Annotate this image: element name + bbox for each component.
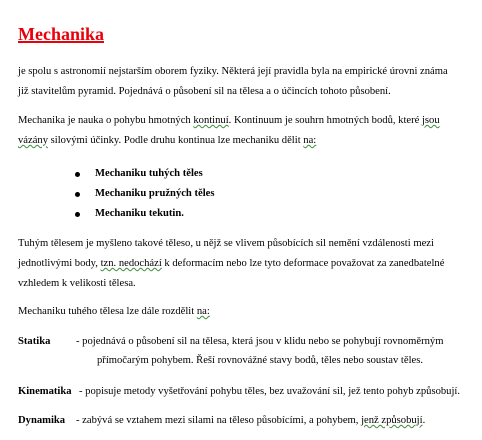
mechanics-types-list bbox=[95, 164, 214, 224]
intro-line-2: již stavitelům pyramid. Pojednává o působení sil na tělesa a o účincích tohoto působení. bbox=[18, 86, 391, 97]
definition-line-2 bbox=[18, 131, 440, 151]
rigid-body-paragraph bbox=[18, 234, 444, 294]
list-item: Mechaniku tuhých těles bbox=[95, 164, 214, 184]
rigid-line-1: Tuhým tělesem je myšleno takové těleso, u nějž se vlivem působících sil nemění vzdálenosti mezi bbox=[18, 238, 434, 249]
text-run: . Kontinuum je souhrn hmotných bodů, které bbox=[228, 115, 422, 126]
rigid-line-3: vzhledem k velikosti tělesa. bbox=[18, 278, 136, 289]
spellcheck-word: jenž způsobují bbox=[361, 415, 423, 426]
definition-paragraph bbox=[18, 111, 440, 151]
text-run: Mechaniku tuhého tělesa lze dále rozdělit bbox=[18, 306, 197, 317]
spellcheck-word: tzn. nedochází bbox=[100, 258, 162, 269]
statika-definition-line-2: přímočarým pohybem. Řeší rovnovážné stavy bodů, těles nebo soustav těles. bbox=[97, 355, 423, 366]
rigid-line-2 bbox=[18, 254, 444, 274]
statika-definition-line-1: - pojednává o působení sil na tělesa, která jsou v klidu nebo se pohybují rovnoměrným bbox=[76, 336, 444, 347]
intro-paragraph bbox=[18, 62, 448, 102]
page-title: Mechanika bbox=[18, 24, 105, 44]
text-run: - zabývá se vztahem mezi silami na těleso působícími, a pohybem, bbox=[76, 415, 362, 426]
dynamika-definition bbox=[76, 415, 425, 426]
spellcheck-word: na: bbox=[303, 135, 317, 146]
list-item: Mechaniku tekutin. bbox=[95, 204, 214, 224]
spellcheck-word: vázány bbox=[18, 135, 48, 146]
term-dynamika: Dynamika bbox=[18, 415, 66, 426]
text-run: jednotlivými body, bbox=[18, 258, 101, 269]
list-item: Mechaniku pružných těles bbox=[95, 184, 214, 204]
spellcheck-word: kontinuí bbox=[193, 115, 229, 126]
term-statika: Statika bbox=[18, 336, 51, 347]
division-paragraph bbox=[18, 302, 210, 322]
definition-line-1 bbox=[18, 111, 440, 131]
text-run: k deformacím nebo lze tyto deformace považovat za zanedbatelné bbox=[161, 258, 445, 269]
spellcheck-word: na: bbox=[196, 306, 210, 317]
text-run: . bbox=[422, 415, 426, 426]
text-run: silovými účinky. Podle druhu kontinua lze mechaniku dělit bbox=[48, 135, 304, 146]
kinematika-definition: - popisuje metody vyšetřování pohybu těles, bez uvažování sil, jež tento pohyb způsobují. bbox=[79, 386, 461, 397]
term-kinematika: Kinematika bbox=[18, 386, 72, 397]
intro-line-1: je spolu s astronomií nejstarším oborem fyziky. Některá její pravidla byla na empirické úrovni známa bbox=[18, 66, 448, 77]
spellcheck-word: jsou bbox=[421, 115, 440, 126]
text-run: Mechanika je nauka o pohybu hmotných bbox=[18, 115, 194, 126]
